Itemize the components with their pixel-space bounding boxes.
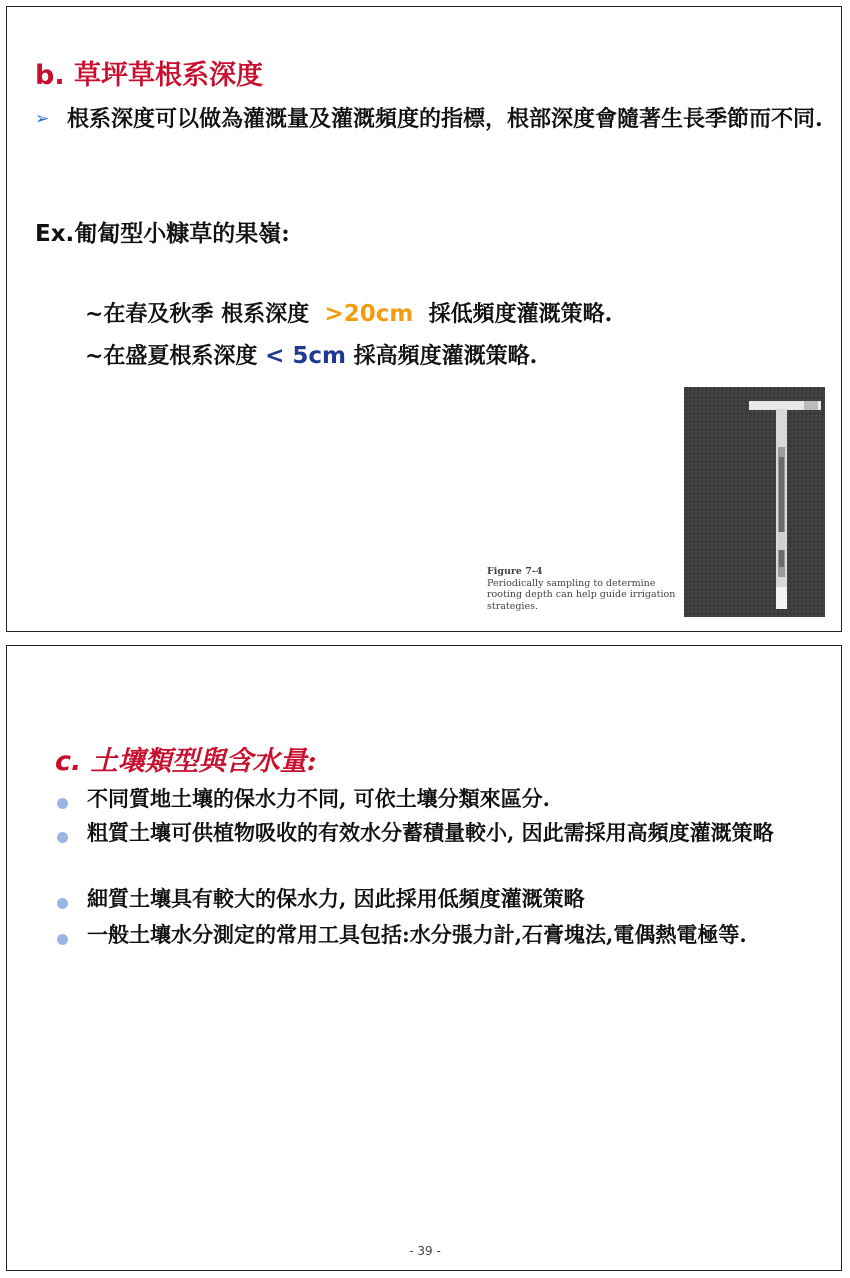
- example-text: 匍匐型小糠草的果嶺:: [74, 220, 290, 247]
- line2-pre: ~在盛夏根系深度: [85, 343, 258, 369]
- summer-line: [85, 339, 537, 370]
- slide-lower: [6, 645, 842, 1271]
- section-heading-c: [55, 739, 317, 778]
- figure-label: Figure 7-4: [487, 566, 543, 577]
- page-number: - 39 -: [409, 1244, 441, 1258]
- example-prefix: Ex.: [35, 221, 75, 247]
- bullet-dot-icon: [57, 832, 68, 843]
- figure-caption: [487, 566, 677, 612]
- soil-probe-photo: [684, 387, 825, 617]
- list-item: 細質土壤具有較大的保水力, 因此採用低頻度灌溉策略: [87, 886, 585, 911]
- figure-caption-text: Periodically sampling to determine rooting depth can help guide irrigation strategies.: [487, 577, 676, 612]
- list-item: 一般土壤水分測定的常用工具包括:水分張力計,石膏塊法,電偶熱電極等.: [87, 922, 747, 947]
- line2-post: 採高頻度灌溉策略.: [353, 343, 538, 369]
- heading-text: 土壤類型與含水量:: [90, 746, 317, 777]
- depth-value-under-5cm: < 5cm: [265, 343, 346, 369]
- arrow-bullet-icon: ➢: [35, 109, 50, 129]
- list-item: 不同質地土壤的保水力不同, 可依土壤分類來區分.: [87, 786, 550, 811]
- bullet-dot-icon: [57, 898, 68, 909]
- bullet-dot-icon: [57, 934, 68, 945]
- heading-marker: b.: [35, 60, 65, 91]
- root-depth-bullet: 根系深度可以做為灌溉量及灌溉頻度的指標，根部深度會隨著生長季節而不同.: [67, 106, 823, 132]
- example-heading: [35, 215, 290, 248]
- heading-marker: c.: [55, 746, 82, 777]
- heading-text: 草坪草根系深度: [74, 60, 263, 91]
- line1-pre: ~在春及秋季 根系深度: [85, 301, 310, 327]
- depth-value-over-20cm: >20cm: [324, 301, 414, 327]
- bullet-dot-icon: [57, 798, 68, 809]
- section-heading-b: [35, 53, 263, 92]
- line1-post: 採低頻度灌溉策略.: [428, 301, 613, 327]
- list-item: 粗質土壤可供植物吸收的有效水分蓄積量較小, 因此需採用高頻度灌溉策略: [87, 820, 774, 845]
- spring-autumn-line: [85, 297, 612, 328]
- slide-upper: [6, 6, 842, 632]
